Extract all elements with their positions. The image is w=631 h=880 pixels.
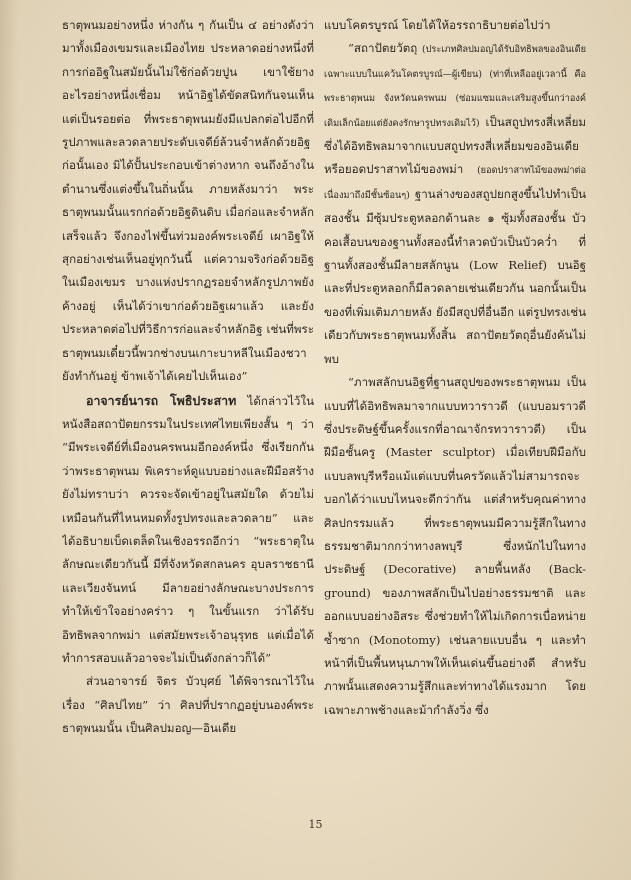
right-paragraph-2-note: (ประเภทศิลปมอญได้รับอิทธิพลของอินเดียเฉพาะแบบในแคว้นโคตรบูรณ์—ผู้เขียน) (ท่าที่เหลืออยู่เวลานี้ คือพระธาตุพนม จังหวัดนครพนม (ซ่อมแซมและเสริมสูงขึ้นกว่าองค์เดิมเล็กน้อยแต่ยังคงรักษารูปทรงเดิมไว้) (324, 44, 586, 129)
left-paragraph-3: ส่วนอาจารย์ จิตร บัวบุศย์ ได้พิจารณาไว้ในเรื่อง “ศิลปไทย” ว่า ศิลปที่ปรากฏอยู่บนองค์พระธาตุพนมนั้น เป็นศิลปมอญ—อินเดีย (62, 674, 314, 736)
right-paragraph-2-quote: “สถาปัตยวัตถุ (348, 41, 418, 56)
author-name-narot: อาจารย์นารถ โพธิประสาท (86, 392, 237, 408)
left-column (62, 14, 314, 826)
right-paragraph-2-note-2: (ยอดปราสาทไม้ของพม่าต่อเนื่องมาถึงมีชั้นซ้อนๆ) (324, 165, 586, 201)
page-edge-shadow (0, 0, 18, 880)
right-paragraph-2-tail: ฐานล่างของสถูปยกสูงขึ้นไปทำเป็นสองชั้น มีซุ้มประตูหลอกด้านละ ๑ ซุ้มทั้งสองชั้น บัวคอเสื้อบนของฐานทั้งสองนี้ทำลวดบัวเป็นบัวคว่ำ ที่ฐานทั้งสองชั้นมีลายสลักนูน (Low Relief) บนอิฐ และที่ประตูหลอกก็มีลวดลายเช่นเดียวกัน นอกนั้นเป็นของที่เพิ่มเติมภายหลัง ยังมีสถูปที่อื่นอีก แต่รูปทรงเช่นเดียวกับพระธาตุพนมทั้งสิ้น สถาปัตยวัตถุอื่นยังค้นไม่พบ (324, 186, 586, 366)
right-paragraph-2-body: เป็นสถูปทรงสี่เหลี่ยมซึ่งได้อิทธิพลมาจากแบบสถูปทรงสี่เหลี่ยมของอินเดีย หรือยอดปราสาทไม้ของพม่า (324, 114, 586, 177)
left-paragraph-1: ธาตุพนมอย่างหนึ่ง ห่างกัน ๆ กันเป็น ๔ อย่างดังว่า มาทั้งเมืองเขมรและเมืองไทย ประหลาดอย่างหนึ่งที่การก่ออิฐในสมัยนั้นไม่ใช้ก่อด้วยปูน เขาใช้ยางอะไรอย่างหนึ่งเชื่อม หน้าอิฐได้ขัดสนิทกันจนเห็นแต่เป็นรอยต่อ ที่พระธาตุพนมยังมีแปลกต่อไปอีกที่รูปภาพและลวดลายประดับเจดีย์ล้วนจำหลักด้วยอิฐก่อนั้นเอง มิได้ปั้นประกอบเข้าต่างหาก จนถึงอ้างในตำนานซึ่งแต่งขึ้นในถิ่นนั้น ภายหลังมาว่า พระธาตุพนมนั้นแรกก่อด้วยอิฐดินดิบ เมื่อก่อและจำหลักเสร็จแล้ว จึงกองไฟขึ้นท่วมองค์พระเจดีย์ เผาอิฐให้สุกอย่างเช่นเห็นอยู่ทุกวันนี้ แต่ความจริงก่อด้วยอิฐในเมืองเขมร บางแห่งปรากฏรอยจำหลักรูปภาพยังค้างอยู่ เห็นได้ว่าเขาก่อด้วยอิฐเผาแล้ว และยังประหลาดต่อไปที่วิธีการก่อและจำหลักอิฐ เช่นที่พระธาตุพนมเดี๋ยวนี้พวกช่างบนเกาะบาหลีในเมืองชวายังทำกันอยู่ ข้าพเจ้าได้เคยไปเห็นเอง” (62, 18, 314, 384)
page-number: 15 (308, 818, 323, 831)
right-paragraph-3: “ภาพสลักบนอิฐที่ฐานสถูปของพระธาตุพนม เป็นแบบที่ได้อิทธิพลมาจากแบบทวาราวดี (แบบอมราวดี ซึ่งประดิษฐ์ขึ้นครั้งแรกที่อาณาจักรทวาราวดี) เป็นฝีมือชั้นครู (Master sculptor) เมื่อเทียบฝีมือกับแบบลพบุรีหรือแม้แต่แบบที่นครวัดแล้วไม่สามารถจะบอกได้ว่าแบบไหนจะดีกว่ากัน แต่สำหรับคุณค่าทางศิลปกรรมแล้ว ที่พระธาตุพนมมีความรู้สึกในทางธรรมชาติมากกว่าทางลพบุรี ซึ่งหนักไปในทางประดิษฐ์ (Decorative) ลายพื้นหลัง (Back-ground) ของภาพสลักเป็นไปอย่างธรรมชาติ และออกแบบอย่างอิสระ ซึ่งช่วยทำให้ไม่เกิดการเบื่อหน่ายซ้ำซาก (Monotomy) เช่นลายแบบอื่น ๆ และทำหน้าที่เป็นพื้นหนุนภาพให้เห็นเด่นขึ้นอย่างดี สำหรับภาพนั้นแสดงความรู้สึกและท่าทางได้แรงมาก โดยเฉพาะภาพช้างและม้ากำลังวิ่ง ซึ่ง (324, 375, 586, 717)
left-paragraph-2 (62, 389, 314, 671)
right-paragraph-2 (324, 37, 586, 371)
left-paragraph-2-body: ได้กล่าวไว้ในหนังสือสถาปัตยกรรมในประเทศไทยเพียงสั้น ๆ ว่า “มีพระเจดีย์ที่เมืองนครพนมอีกองค์หนึ่ง ซึ่งเรียกกันว่าพระธาตุพนม พิเคราะห์ดูแบบอย่างและฝีมือสร้างยังไม่ทราบว่า ควรจะจัดเข้าอยู่ในสมัยใด ด้วยไม่เหมือนกันที่ไหนหมดทั้งรูปทรงและลวดลาย” และได้อธิบายเบ็ดเตล็ดในเชิงอรรถอีกว่า “พระธาตุในลักษณะเดียวกันนี้ มีที่จังหวัดสกลนคร อุบลราชธานี และเวียงจันทน์ มีลายอย่างลักษณะบางประการทำให้เข้าใจอย่างคร่าว ๆ ในขั้นแรก ว่าได้รับอิทธิพลจากพม่า แต่สมัยพระเจ้าอนุรุทธ แต่เมื่อได้ทำการสอบแล้วอาจจะไม่เป็นดังกล่าวก็ได้” (62, 393, 314, 665)
right-column (324, 14, 586, 826)
right-paragraph-1: แบบโคตรบูรณ์ โดยได้ให้อรรถาธิบายต่อไปว่า (324, 18, 551, 32)
